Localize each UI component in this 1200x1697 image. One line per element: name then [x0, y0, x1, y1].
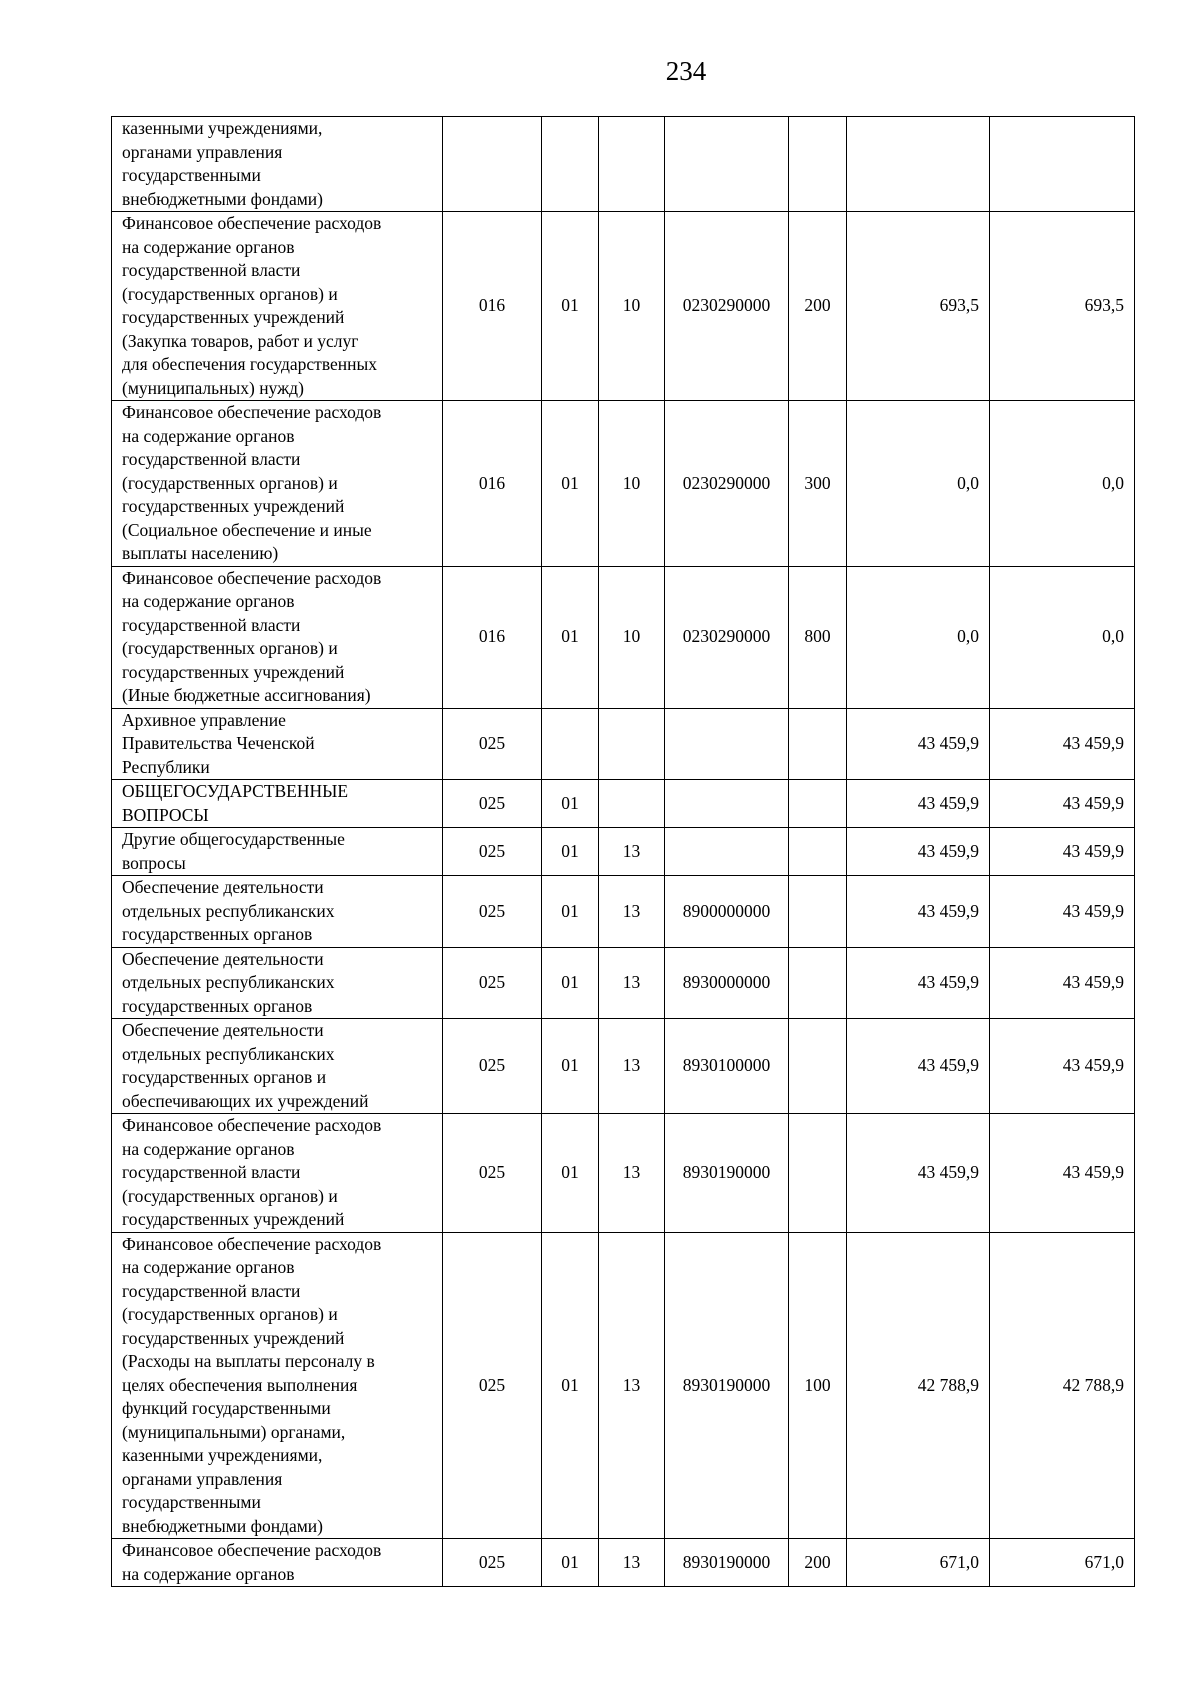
table-row — [112, 212, 1135, 401]
table-row — [112, 1232, 1135, 1539]
amount-year-2: 0,0 — [990, 401, 1135, 567]
subsection-code: 13 — [599, 876, 665, 948]
expense-type-code — [789, 708, 847, 780]
amount-year-1: 693,5 — [847, 212, 990, 401]
expense-type-code: 800 — [789, 566, 847, 708]
table-row — [112, 117, 1135, 212]
target-article-code: 8930190000 — [665, 1114, 789, 1233]
amount-year-2: 42 788,9 — [990, 1232, 1135, 1539]
table-row — [112, 947, 1135, 1019]
amount-year-1: 671,0 — [847, 1539, 990, 1587]
budget-item-name-text: Финансовое обеспечение расходов на содержание органов — [122, 1540, 382, 1584]
subsection-code: 13 — [599, 828, 665, 876]
section-code: 01 — [542, 1539, 599, 1587]
target-article-code: 0230290000 — [665, 212, 789, 401]
amount-year-2: 0,0 — [990, 566, 1135, 708]
target-article-code — [665, 708, 789, 780]
budget-item-name-text: Финансовое обеспечение расходов на содержание органов государственной власти (государственных органов) и государственных учреждений (Иные бюджетные ассигнования) — [122, 567, 382, 705]
target-article-code: 8930190000 — [665, 1539, 789, 1587]
amount-year-2: 43 459,9 — [990, 1114, 1135, 1233]
section-code: 01 — [542, 566, 599, 708]
budget-item-name — [112, 1232, 443, 1539]
table-row — [112, 828, 1135, 876]
expense-type-code — [789, 780, 847, 828]
budget-item-name — [112, 566, 443, 708]
budget-item-name — [112, 780, 443, 828]
subsection-code — [599, 708, 665, 780]
target-article-code: 8930000000 — [665, 947, 789, 1019]
section-code: 01 — [542, 828, 599, 876]
budget-item-name — [112, 1019, 443, 1114]
amount-year-2: 43 459,9 — [990, 876, 1135, 948]
section-code — [542, 117, 599, 212]
section-code: 01 — [542, 876, 599, 948]
section-code — [542, 708, 599, 780]
expense-type-code: 200 — [789, 212, 847, 401]
amount-year-1 — [847, 117, 990, 212]
subsection-code: 10 — [599, 401, 665, 567]
table-body — [112, 117, 1135, 1587]
amount-year-2 — [990, 117, 1135, 212]
ministry-code: 025 — [443, 828, 542, 876]
subsection-code: 10 — [599, 212, 665, 401]
subsection-code: 13 — [599, 1232, 665, 1539]
subsection-code: 10 — [599, 566, 665, 708]
expense-type-code: 300 — [789, 401, 847, 567]
subsection-code: 13 — [599, 1539, 665, 1587]
section-code: 01 — [542, 780, 599, 828]
ministry-code: 016 — [443, 566, 542, 708]
target-article-code: 8930100000 — [665, 1019, 789, 1114]
budget-item-name — [112, 947, 443, 1019]
budget-item-name — [112, 708, 443, 780]
budget-item-name-text: Обеспечение деятельности отдельных республиканских государственных органов — [122, 877, 335, 944]
section-code: 01 — [542, 212, 599, 401]
subsection-code: 13 — [599, 1114, 665, 1233]
table-row — [112, 1114, 1135, 1233]
amount-year-2: 671,0 — [990, 1539, 1135, 1587]
amount-year-1: 0,0 — [847, 566, 990, 708]
section-code: 01 — [542, 947, 599, 1019]
budget-item-name-text: ОБЩЕГОСУДАРСТВЕННЫЕ ВОПРОСЫ — [122, 781, 349, 825]
amount-year-1: 43 459,9 — [847, 947, 990, 1019]
amount-year-1: 43 459,9 — [847, 1019, 990, 1114]
amount-year-2: 43 459,9 — [990, 828, 1135, 876]
budget-item-name-text: Обеспечение деятельности отдельных республиканских государственных органов и обеспечивающих их учреждений — [122, 1020, 369, 1111]
subsection-code — [599, 117, 665, 212]
target-article-code — [665, 828, 789, 876]
expense-type-code — [789, 828, 847, 876]
section-code: 01 — [542, 401, 599, 567]
budget-item-name — [112, 876, 443, 948]
budget-item-name-text: Финансовое обеспечение расходов на содержание органов государственной власти (государственных органов) и государственных учреждений (Расходы на выплаты персоналу в целях обеспечения выполнения функций государственными (муниципальными) органами, казенными учреждениями, органами управления государственными внебюджетными фондами) — [122, 1233, 382, 1536]
target-article-code — [665, 117, 789, 212]
budget-item-name-text: Финансовое обеспечение расходов на содержание органов государственной власти (государственных органов) и государственных учреждений — [122, 1115, 382, 1229]
expense-type-code — [789, 117, 847, 212]
expense-type-code — [789, 1114, 847, 1233]
section-code: 01 — [542, 1232, 599, 1539]
ministry-code: 016 — [443, 212, 542, 401]
expense-type-code — [789, 876, 847, 948]
amount-year-2: 43 459,9 — [990, 708, 1135, 780]
section-code: 01 — [542, 1114, 599, 1233]
ministry-code: 025 — [443, 708, 542, 780]
amount-year-2: 43 459,9 — [990, 1019, 1135, 1114]
table-row — [112, 876, 1135, 948]
budget-item-name — [112, 828, 443, 876]
budget-item-name — [112, 1539, 443, 1587]
ministry-code: 025 — [443, 1019, 542, 1114]
target-article-code: 8900000000 — [665, 876, 789, 948]
amount-year-2: 43 459,9 — [990, 947, 1135, 1019]
amount-year-1: 43 459,9 — [847, 708, 990, 780]
ministry-code: 025 — [443, 876, 542, 948]
target-article-code — [665, 780, 789, 828]
page-number: 234 — [665, 56, 707, 86]
subsection-code: 13 — [599, 1019, 665, 1114]
budget-item-name — [112, 401, 443, 567]
ministry-code: 025 — [443, 780, 542, 828]
expense-type-code: 200 — [789, 1539, 847, 1587]
subsection-code — [599, 780, 665, 828]
budget-item-name-text: Обеспечение деятельности отдельных республиканских государственных органов — [122, 948, 335, 1016]
amount-year-1: 0,0 — [847, 401, 990, 567]
expense-type-code — [789, 947, 847, 1019]
amount-year-1: 43 459,9 — [847, 828, 990, 876]
budget-item-name — [112, 212, 443, 401]
table-row — [112, 401, 1135, 567]
ministry-code: 025 — [443, 1539, 542, 1587]
amount-year-1: 43 459,9 — [847, 876, 990, 948]
amount-year-1: 42 788,9 — [847, 1232, 990, 1539]
budget-item-name-text: Финансовое обеспечение расходов на содержание органов государственной власти (государственных органов) и государственных учреждений (Закупка товаров, работ и услуг для обеспечения государственных (муниципальных) нужд) — [122, 213, 382, 398]
budget-item-name — [112, 1114, 443, 1233]
table-row — [112, 780, 1135, 828]
ministry-code: 025 — [443, 947, 542, 1019]
expense-type-code — [789, 1019, 847, 1114]
ministry-code — [443, 117, 542, 212]
ministry-code: 025 — [443, 1232, 542, 1539]
section-code: 01 — [542, 1019, 599, 1114]
subsection-code: 13 — [599, 947, 665, 1019]
budget-item-name-text: Архивное управление Правительства Чеченской Республики — [122, 709, 315, 777]
budget-table — [111, 116, 1135, 1587]
target-article-code: 0230290000 — [665, 401, 789, 567]
budget-item-name — [112, 117, 443, 212]
table-row — [112, 1539, 1135, 1587]
amount-year-1: 43 459,9 — [847, 1114, 990, 1233]
budget-item-name-text: Другие общегосударственные вопросы — [122, 829, 345, 873]
table-row — [112, 708, 1135, 780]
target-article-code: 8930190000 — [665, 1232, 789, 1539]
amount-year-2: 693,5 — [990, 212, 1135, 401]
budget-item-name-text: казенными учреждениями, органами управления государственными внебюджетными фондами) — [122, 118, 323, 209]
expense-type-code: 100 — [789, 1232, 847, 1539]
ministry-code: 016 — [443, 401, 542, 567]
amount-year-2: 43 459,9 — [990, 780, 1135, 828]
target-article-code: 0230290000 — [665, 566, 789, 708]
table-row — [112, 1019, 1135, 1114]
table-row — [112, 566, 1135, 708]
ministry-code: 025 — [443, 1114, 542, 1233]
amount-year-1: 43 459,9 — [847, 780, 990, 828]
budget-item-name-text: Финансовое обеспечение расходов на содержание органов государственной власти (государственных органов) и государственных учреждений (Социальное обеспечение и иные выплаты населению) — [122, 402, 382, 563]
